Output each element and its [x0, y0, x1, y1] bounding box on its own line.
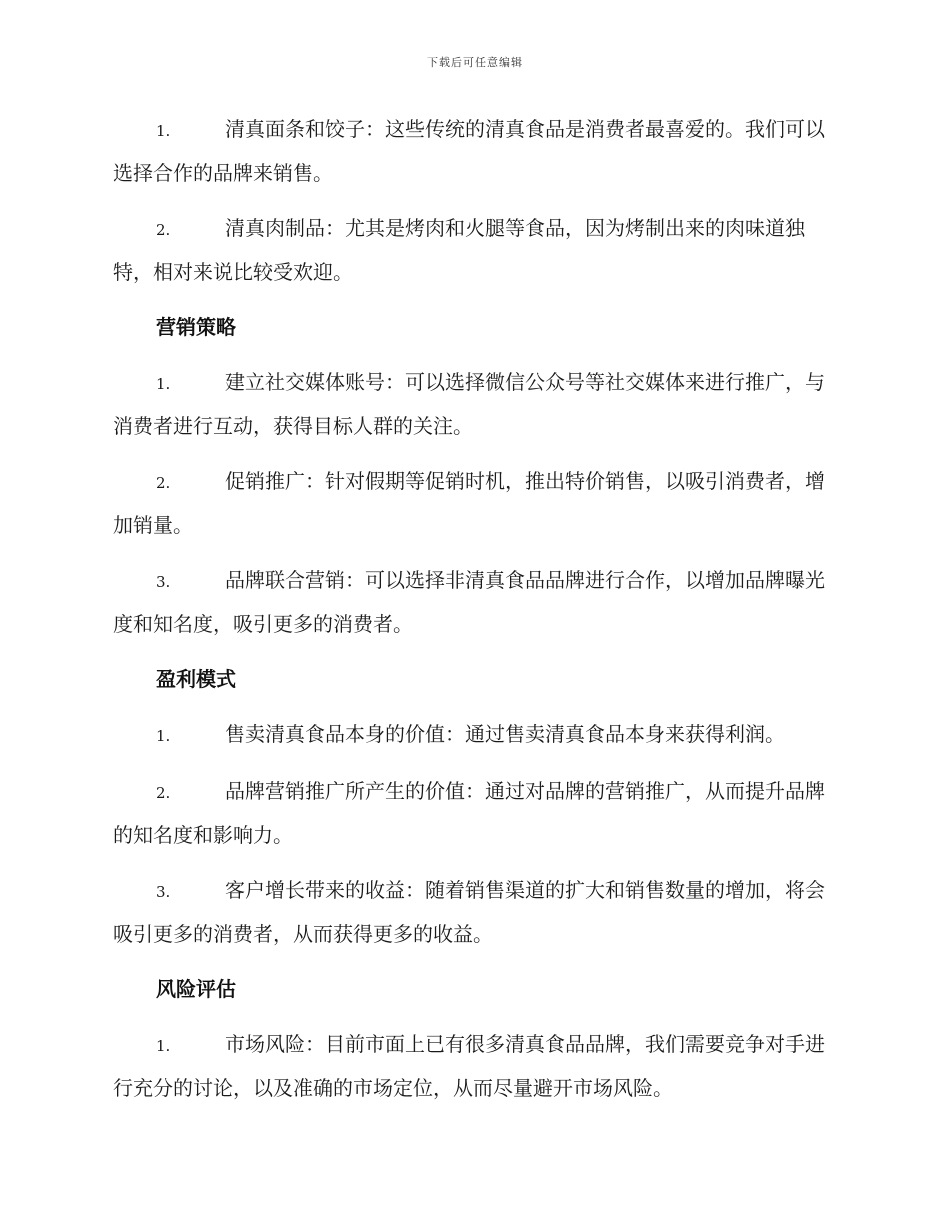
- list-item: [113, 108, 835, 194]
- item-text: 清真肉制品：尤其是烤肉和火腿等食品，因为烤制出来的肉味道独特，相对来说比较受欢迎。: [113, 216, 805, 284]
- item-number: 1.: [156, 727, 171, 745]
- item-text: 清真面条和饺子：这些传统的清真食品是消费者最喜爱的。我们可以选择合作的品牌来销售。: [113, 117, 825, 185]
- section-heading-profit-model: 盈利模式: [156, 667, 236, 691]
- section-heading-risk-assessment: 风险评估: [156, 977, 236, 1001]
- list-item: [113, 770, 835, 856]
- list-item: [113, 207, 835, 293]
- item-text: 售卖清真食品本身的价值：通过售卖清真食品本身来获得利润。: [225, 722, 785, 746]
- list-item: [113, 361, 835, 447]
- item-number: 1.: [156, 375, 171, 393]
- item-text: 促销推广：针对假期等促销时机，推出特价销售，以吸引消费者，增加销量。: [113, 469, 825, 537]
- list-item: [113, 869, 835, 955]
- item-number: 3.: [156, 883, 171, 901]
- item-number: 1.: [156, 122, 171, 140]
- item-text: 客户增长带来的收益：随着销售渠道的扩大和销售数量的增加，将会吸引更多的消费者，从而获得更多的收益。: [113, 878, 825, 946]
- list-item: [113, 559, 835, 645]
- item-text: 建立社交媒体账号：可以选择微信公众号等社交媒体来进行推广，与消费者进行互动，获得目标人群的关注。: [113, 370, 825, 438]
- section-heading-marketing: 营销策略: [156, 315, 236, 339]
- document-body: [113, 108, 835, 1122]
- page-header-note: 下载后可任意编辑: [427, 56, 523, 69]
- item-text: 品牌营销推广所产生的价值：通过对品牌的营销推广，从而提升品牌的知名度和影响力。: [113, 779, 825, 847]
- item-number: 2.: [156, 784, 171, 802]
- item-text: 市场风险：目前市面上已有很多清真食品品牌，我们需要竞争对手进行充分的讨论，以及准确的市场定位，从而尽量避开市场风险。: [113, 1032, 825, 1100]
- item-number: 2.: [156, 221, 171, 239]
- list-item: [113, 1023, 835, 1109]
- item-number: 2.: [156, 474, 171, 492]
- item-number: 3.: [156, 573, 171, 591]
- list-item: [113, 460, 835, 546]
- item-number: 1.: [156, 1037, 171, 1055]
- item-text: 品牌联合营销：可以选择非清真食品品牌进行合作，以增加品牌曝光度和知名度，吸引更多的消费者。: [113, 568, 825, 636]
- list-item: [113, 713, 835, 757]
